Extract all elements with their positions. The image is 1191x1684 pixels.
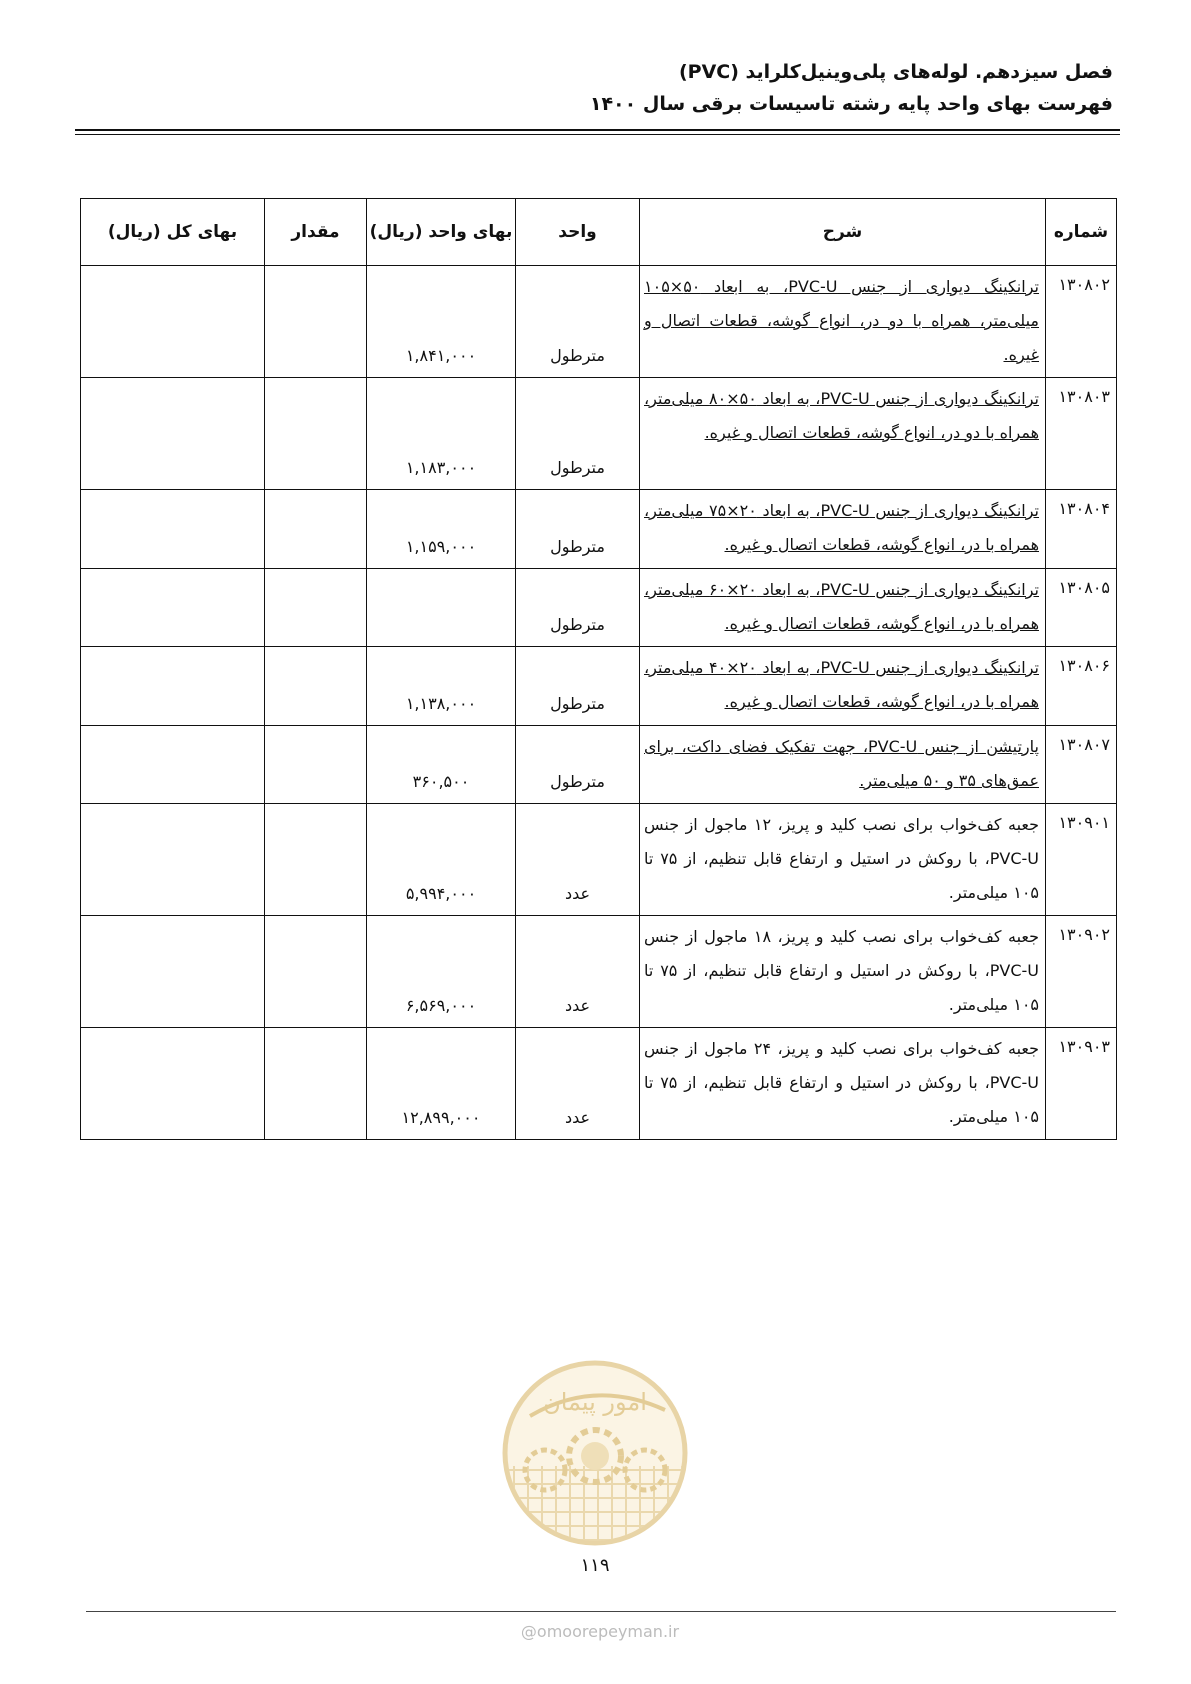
item-unit: مترطول	[516, 378, 640, 490]
page-number: ۱۱۹	[580, 1555, 610, 1576]
item-total-price	[81, 266, 265, 378]
item-total-price	[81, 569, 265, 647]
item-unit-price: ۶,۵۶۹,۰۰۰	[367, 916, 516, 1028]
item-total-price	[81, 1028, 265, 1140]
page-header	[73, 56, 1113, 120]
item-quantity	[265, 490, 367, 569]
item-unit-price: ۳۶۰,۵۰۰	[367, 726, 516, 804]
item-quantity	[265, 647, 367, 726]
item-unit: مترطول	[516, 726, 640, 804]
document-title: فهرست بهای واحد پایه رشته تاسیسات برقی سال ۱۴۰۰	[589, 93, 1113, 115]
item-quantity	[265, 916, 367, 1028]
col-header-unit-price: بهای واحد (ریال)	[367, 199, 516, 266]
item-total-price	[81, 490, 265, 569]
item-quantity	[265, 378, 367, 490]
item-description: ترانکینگ دیواری از جنس PVC-U، به ابعاد ۲۰×۷۵ میلی‌متر، همراه با در، انواع گوشه، قطعات اتصال و غیره.	[640, 490, 1046, 569]
item-code: ۱۳۰۹۰۱	[1046, 804, 1117, 916]
item-code: ۱۳۰۸۰۴	[1046, 490, 1117, 569]
item-code: ۱۳۰۸۰۳	[1046, 378, 1117, 490]
col-header-description: شرح	[640, 199, 1046, 266]
item-unit-price: ۱۲,۸۹۹,۰۰۰	[367, 1028, 516, 1140]
table-row	[81, 647, 1117, 726]
item-description: جعبه کف‌خواب برای نصب کلید و پریز، ۱۸ ماجول از جنس PVC-U، با روکش در استیل و ارتفاع قابل تنظیم، از ۷۵ تا ۱۰۵ میلی‌متر.	[640, 916, 1046, 1028]
table-row	[81, 726, 1117, 804]
seal-logo	[500, 1358, 690, 1548]
item-code: ۱۳۰۸۰۵	[1046, 569, 1117, 647]
item-total-price	[81, 378, 265, 490]
item-total-price	[81, 647, 265, 726]
seal-text: امور پیمان	[543, 1388, 647, 1416]
item-description: ترانکینگ دیواری از جنس PVC-U، به ابعاد ۵۰×۸۰ میلی‌متر، همراه با دو در، انواع گوشه، قطعات اتصال و غیره.	[640, 378, 1046, 490]
table-row	[81, 490, 1117, 569]
item-unit: مترطول	[516, 266, 640, 378]
item-code: ۱۳۰۹۰۳	[1046, 1028, 1117, 1140]
col-header-unit: واحد	[516, 199, 640, 266]
item-description: جعبه کف‌خواب برای نصب کلید و پریز، ۲۴ ماجول از جنس PVC-U، با روکش در استیل و ارتفاع قابل تنظیم، از ۷۵ تا ۱۰۵ میلی‌متر.	[640, 1028, 1046, 1140]
item-quantity	[265, 569, 367, 647]
item-quantity	[265, 1028, 367, 1140]
item-unit-price: ۱,۱۵۹,۰۰۰	[367, 490, 516, 569]
item-code: ۱۳۰۹۰۲	[1046, 916, 1117, 1028]
item-quantity	[265, 726, 367, 804]
col-header-quantity: مقدار	[265, 199, 367, 266]
table-row	[81, 266, 1117, 378]
item-unit: مترطول	[516, 490, 640, 569]
item-total-price	[81, 804, 265, 916]
table-row	[81, 569, 1117, 647]
item-quantity	[265, 804, 367, 916]
col-header-code: شماره	[1046, 199, 1117, 266]
item-description: ترانکینگ دیواری از جنس PVC-U، به ابعاد ۲۰×۶۰ میلی‌متر، همراه با در، انواع گوشه، قطعات اتصال و غیره.	[640, 569, 1046, 647]
item-unit-price	[367, 569, 516, 647]
item-unit: عدد	[516, 804, 640, 916]
item-code: ۱۳۰۸۰۲	[1046, 266, 1117, 378]
item-unit-price: ۱,۸۴۱,۰۰۰	[367, 266, 516, 378]
item-unit: مترطول	[516, 647, 640, 726]
item-unit: عدد	[516, 916, 640, 1028]
item-description: پارتیشن از جنس PVC-U، جهت تفکیک فضای داکت، برای عمق‌های ۳۵ و ۵۰ میلی‌متر.	[640, 726, 1046, 804]
table-row	[81, 804, 1117, 916]
item-unit: عدد	[516, 1028, 640, 1140]
item-unit-price: ۱,۱۸۳,۰۰۰	[367, 378, 516, 490]
website-watermark: @omoorepeyman.ir	[520, 1622, 680, 1641]
item-total-price	[81, 916, 265, 1028]
item-description: ترانکینگ دیواری از جنس PVC-U، به ابعاد ۵۰×۱۰۵ میلی‌متر، همراه با دو در، انواع گوشه، قطعات اتصال و غیره.	[640, 266, 1046, 378]
item-description: جعبه کف‌خواب برای نصب کلید و پریز، ۱۲ ماجول از جنس PVC-U، با روکش در استیل و ارتفاع قابل تنظیم، از ۷۵ تا ۱۰۵ میلی‌متر.	[640, 804, 1046, 916]
table-row	[81, 378, 1117, 490]
table-header-row	[81, 199, 1117, 266]
chapter-title: فصل سیزدهم. لوله‌های پلی‌وینیل‌کلراید (PVC)	[678, 61, 1113, 83]
item-unit-price: ۵,۹۹۴,۰۰۰	[367, 804, 516, 916]
table-row	[81, 1028, 1117, 1140]
item-unit-price: ۱,۱۳۸,۰۰۰	[367, 647, 516, 726]
item-unit: مترطول	[516, 569, 640, 647]
price-list-table	[80, 198, 1117, 1140]
col-header-total-price: بهای کل (ریال)	[81, 199, 265, 266]
header-rule-thick	[75, 129, 1120, 131]
item-code: ۱۳۰۸۰۷	[1046, 726, 1117, 804]
item-quantity	[265, 266, 367, 378]
item-total-price	[81, 726, 265, 804]
item-code: ۱۳۰۸۰۶	[1046, 647, 1117, 726]
footer-rule	[86, 1611, 1116, 1612]
table-row	[81, 916, 1117, 1028]
header-rule-thin	[75, 134, 1120, 135]
item-description: ترانکینگ دیواری از جنس PVC-U، به ابعاد ۲۰×۴۰ میلی‌متر، همراه با در، انواع گوشه، قطعات اتصال و غیره.	[640, 647, 1046, 726]
